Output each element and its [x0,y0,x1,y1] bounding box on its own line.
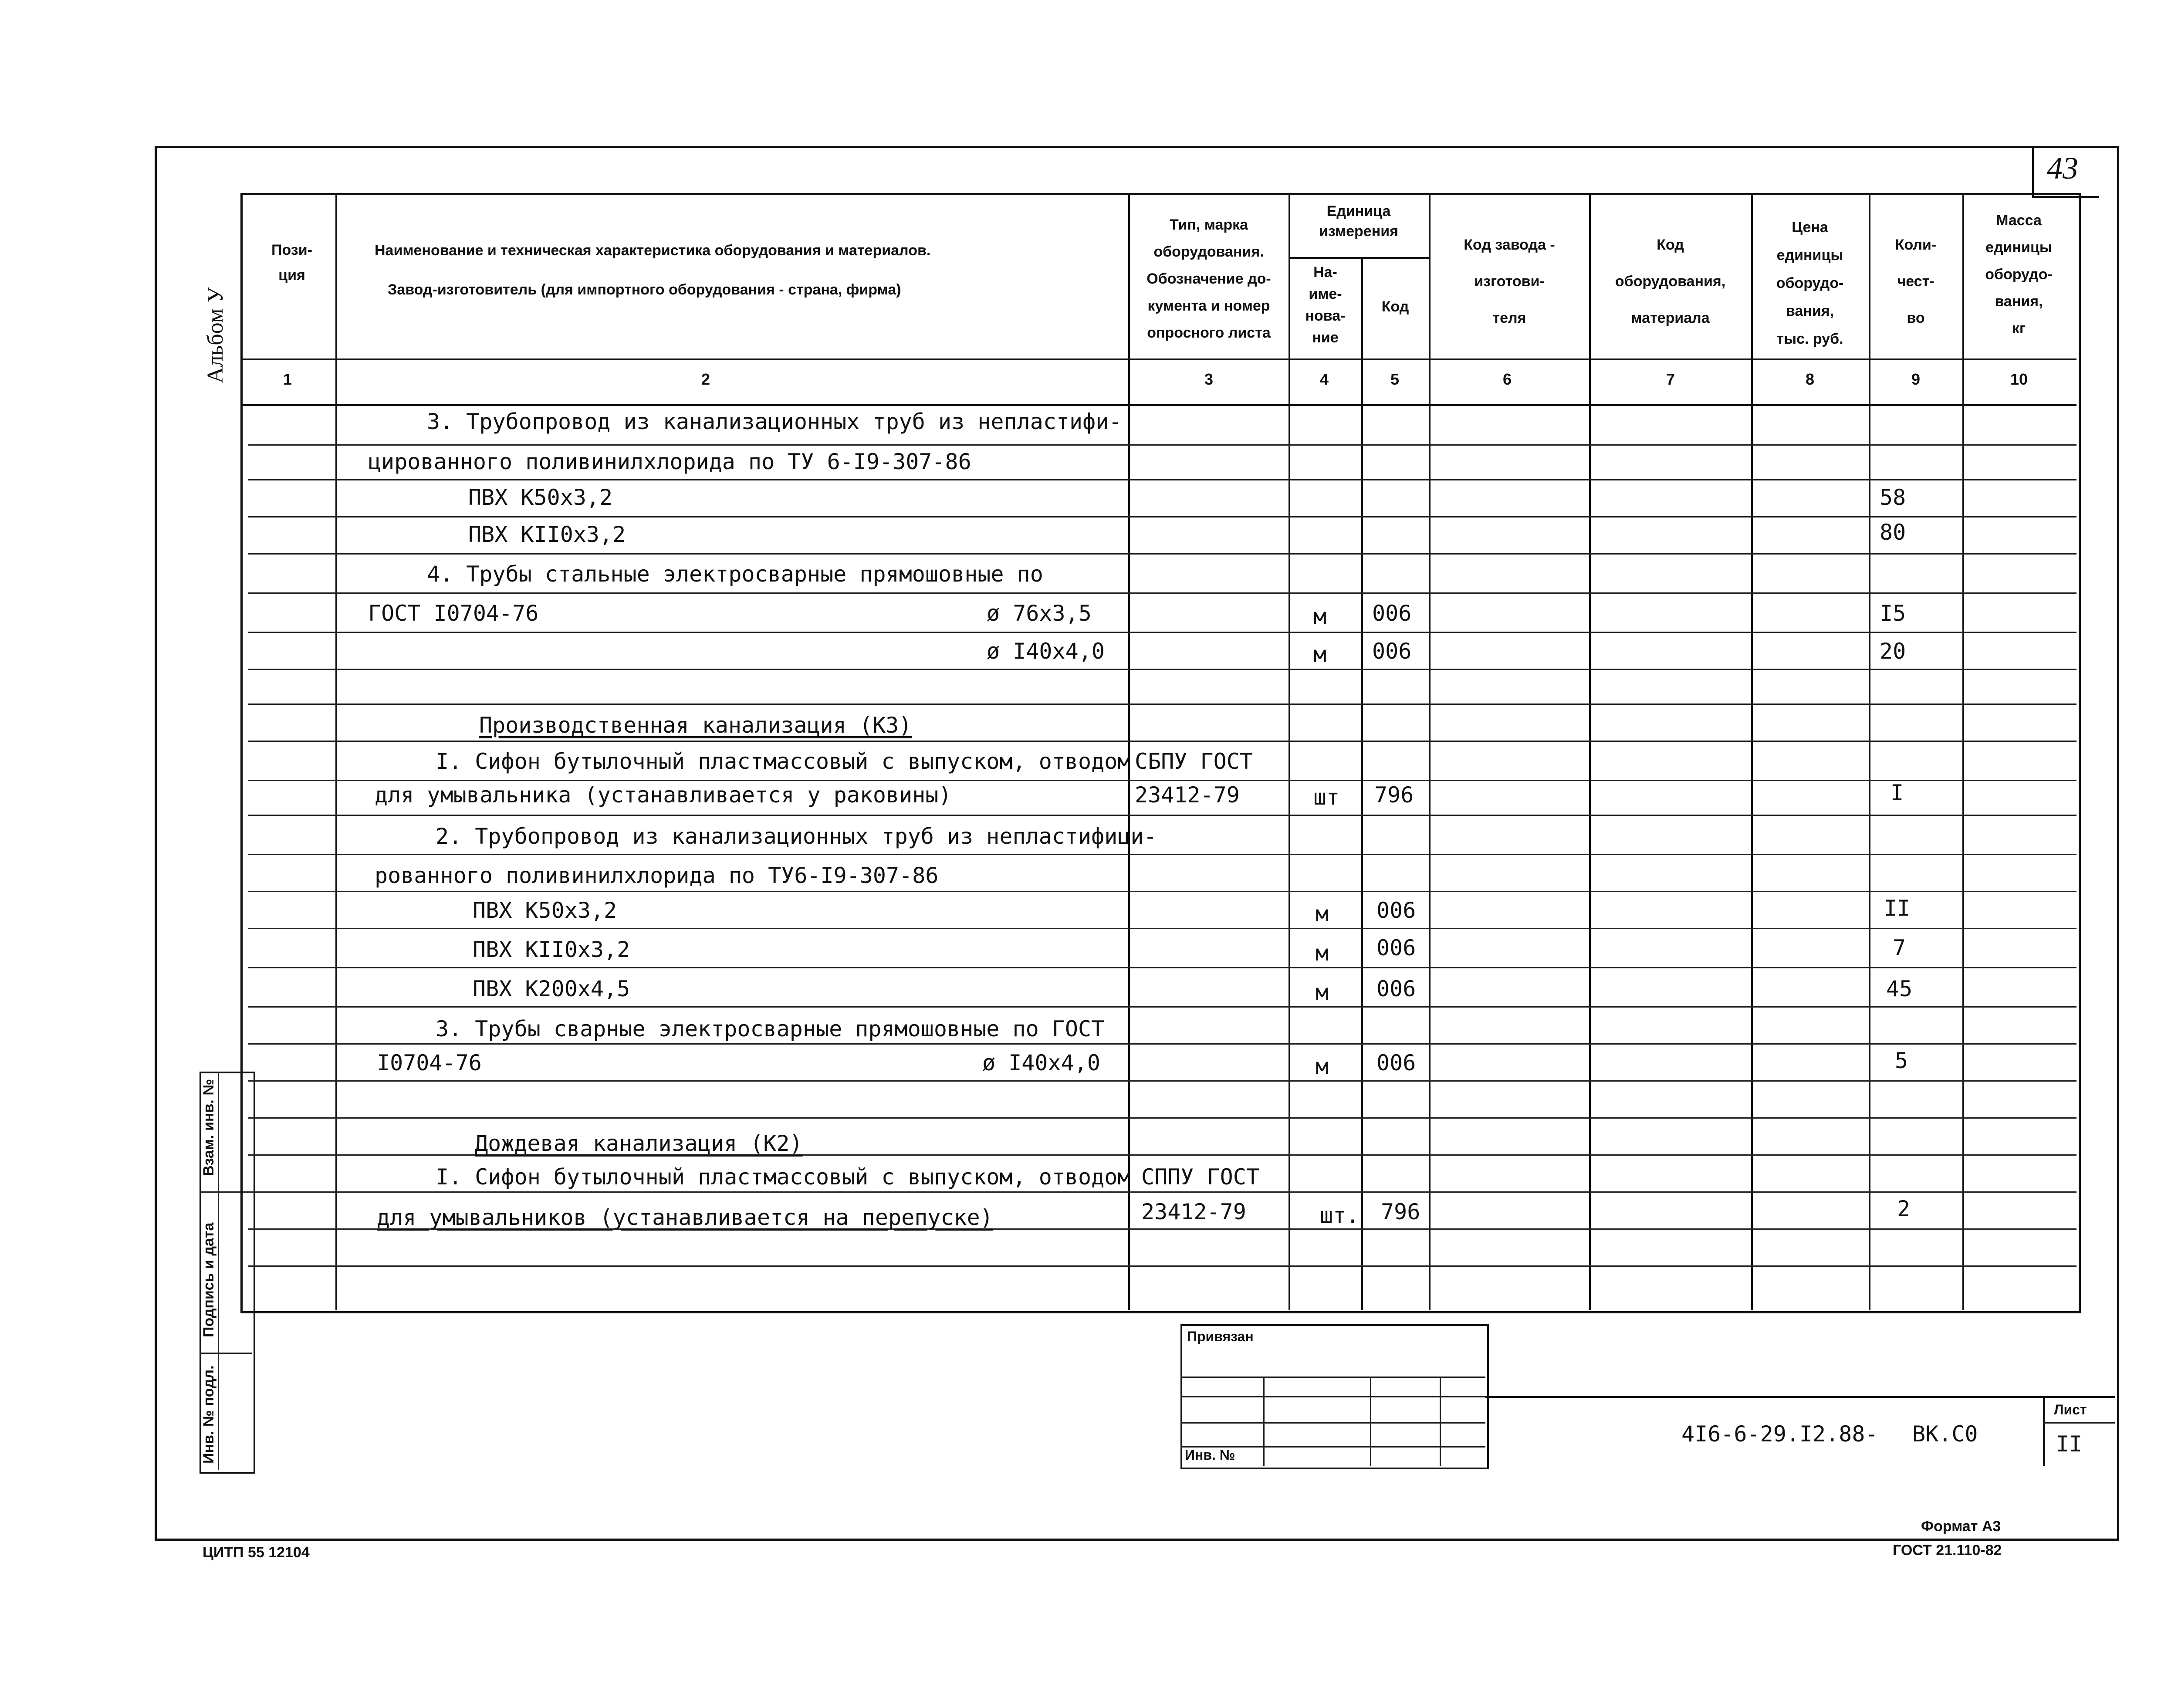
row-line [248,1006,2077,1008]
col-number-5: 5 [1390,370,1400,388]
row-name: ПВХ К50х3,2 [473,898,617,923]
row-code: 006 [1376,1050,1416,1076]
row-code: 006 [1376,898,1416,923]
sheet-number-box [2032,146,2099,198]
col-line-4 [1361,257,1363,1310]
document-code: 4I6-6-29.I2.88- [1681,1421,1878,1447]
side-strip-inner-line [218,1072,219,1470]
section-title-k2: Дождевая канализация (К2) [475,1131,803,1156]
row-name: I0704-76 [377,1050,482,1076]
row-dimension: ø I40х4,0 [982,1050,1100,1076]
row-line [248,967,2077,968]
row-line [248,741,2077,742]
footer-format: Формат А3 [1921,1518,2001,1535]
album-label: Альбом У [203,287,228,383]
row-line [248,592,2077,594]
row-line [248,1191,2077,1193]
header-bottom-line [240,359,2077,360]
row-qty: 80 [1880,520,1906,545]
row-unit: м [1316,1054,1329,1079]
row-qty: 7 [1893,935,1906,961]
privyazan-col-line [1263,1377,1265,1466]
unit-header-divider [1289,257,1429,259]
row-qty: 5 [1895,1048,1908,1073]
row-line [248,703,2077,705]
row-name: ГОСТ I0704-76 [368,601,539,626]
row-name: 3. Трубопровод из канализационных труб из непластифи- [427,409,1122,434]
privyazan-col-line [1370,1377,1371,1466]
row-code: 006 [1372,601,1412,626]
header-col4: На- име- нова- ние [1305,264,1346,346]
list-box-divider [2043,1422,2115,1424]
row-name: ПВХ КII0х3,2 [468,522,626,547]
row-name: рованного поливинилхлорида по ТУ6-I9-307-86 [375,863,939,888]
row-code: 006 [1372,639,1412,664]
row-unit: м [1316,980,1329,1005]
footer-left-code: ЦИТП 55 12104 [203,1544,310,1561]
row-line [248,516,2077,517]
row-line [248,928,2077,929]
row-line [248,479,2077,480]
privyazan-label: Привязан [1187,1329,1254,1344]
row-line [248,444,2077,446]
col-number-1: 1 [283,370,292,388]
list-box-left [2043,1396,2045,1466]
row-line [248,891,2077,892]
section-title-k3: Производственная канализация (К3) [479,713,912,738]
side-strip-divider-2 [200,1353,252,1354]
side-label-inv-podl: Инв. № подл. [200,1365,217,1464]
row-name: I. Сифон бутылочный пластмассовый с выпуском, отводом [436,1164,1131,1190]
sheet-number: 43 [2047,151,2078,186]
list-label: Лист [2054,1402,2087,1417]
col-line-8 [1869,193,1870,1310]
col-line-1 [335,193,337,1310]
row-name: для умывальников (устанавливается на перепуске) [377,1205,993,1230]
row-qty: II [1884,896,1911,921]
title-block-top [1485,1396,2115,1398]
row-unit: шт [1313,785,1340,810]
footer-gost: ГОСТ 21.110-82 [1893,1542,2002,1559]
row-name: 2. Трубопровод из канализационных труб из непластифици- [436,824,1157,849]
header-col6: Код завода - изготови- теля [1464,237,1555,326]
privyazan-col-line [1440,1377,1441,1466]
header-col10: Масса единицы оборудо- вания, кг [1985,212,2053,337]
row-code: 796 [1381,1199,1420,1224]
row-line [248,553,2077,555]
header-unit: Единица измерения [1319,203,1398,240]
row-dimension: ø 76х3,5 [987,601,1092,626]
row-qty: I [1891,780,1904,805]
side-label-vzam: Взам. инв. № [200,1079,217,1176]
row-line [248,1117,2077,1119]
col-number-3: 3 [1204,370,1214,388]
row-document: СБПУ ГОСТ [1135,749,1253,774]
row-name: цированного поливинилхлорида по ТУ 6-I9-307-86 [368,449,971,474]
row-dimension: ø I40х4,0 [987,639,1105,664]
header-col1: Пози- ция [271,242,312,284]
row-code: 796 [1374,782,1414,808]
col-number-2: 2 [701,370,710,388]
col-line-5 [1429,193,1431,1310]
inv-no-label: Инв. № [1185,1447,1235,1463]
row-code: 006 [1376,976,1416,1001]
col-line-7 [1751,193,1753,1310]
row-document: 23412-79 [1135,782,1240,808]
row-unit: м [1313,604,1327,629]
row-qty: 20 [1880,639,1906,664]
header-col7: Код оборудования, материала [1615,237,1726,326]
header-col3: Тип, марка оборудования. Обозначение до- кумента и номер опросного листа [1146,216,1271,341]
column-number-line [240,404,2077,406]
row-line [248,854,2077,855]
row-line [248,780,2077,781]
row-line [248,1080,2077,1082]
col-line-6 [1589,193,1591,1310]
col-number-10: 10 [2010,370,2028,388]
row-qty: I5 [1880,601,1906,626]
row-document: СППУ ГОСТ [1141,1164,1259,1190]
col-number-9: 9 [1911,370,1921,388]
row-name: 3. Трубы сварные электросварные прямошовные по ГОСТ [436,1016,1105,1042]
col-number-7: 7 [1666,370,1675,388]
col-line-3 [1289,193,1290,1310]
row-line [248,1265,2077,1267]
row-unit: м [1316,940,1329,966]
row-unit: м [1316,901,1329,927]
row-line [248,815,2077,816]
row-name: для умывальника (устанавливается у раковины) [375,782,952,808]
header-col2: Наименование и техническая характеристика оборудования и материалов. Завод-изготовитель (для импортного оборудования - страна, фирма) [375,242,931,298]
row-unit: шт. [1320,1203,1360,1228]
document-mark: ВК.С0 [1912,1421,1978,1447]
row-qty: 45 [1886,976,1913,1001]
col-number-8: 8 [1805,370,1815,388]
row-qty: 2 [1897,1196,1911,1221]
side-label-podpis: Подпись и дата [200,1222,217,1337]
header-col5: Код [1381,298,1409,315]
row-name: I. Сифон бутылочный пластмассовый с выпуском, отводом [436,749,1131,774]
row-document: 23412-79 [1141,1199,1246,1224]
row-name: 4. Трубы стальные электросварные прямошовные по [427,561,1043,587]
row-line [248,1043,2077,1045]
col-number-4: 4 [1319,370,1329,388]
row-line [248,669,2077,670]
col-line-9 [1962,193,1964,1310]
row-qty: 58 [1880,485,1906,510]
row-name: ПВХ К50х3,2 [468,485,613,510]
col-number-6: 6 [1502,370,1512,388]
row-unit: м [1313,642,1327,667]
row-name: ПВХ КII0х3,2 [473,937,630,962]
list-value: II [2056,1431,2083,1457]
row-name: ПВХ К200х4,5 [473,976,630,1001]
header-col9: Коли- чест- во [1895,237,1937,326]
row-line [248,632,2077,633]
row-code: 006 [1376,935,1416,961]
header-col8: Цена единицы оборудо- вания, тыс. руб. [1776,219,1844,347]
